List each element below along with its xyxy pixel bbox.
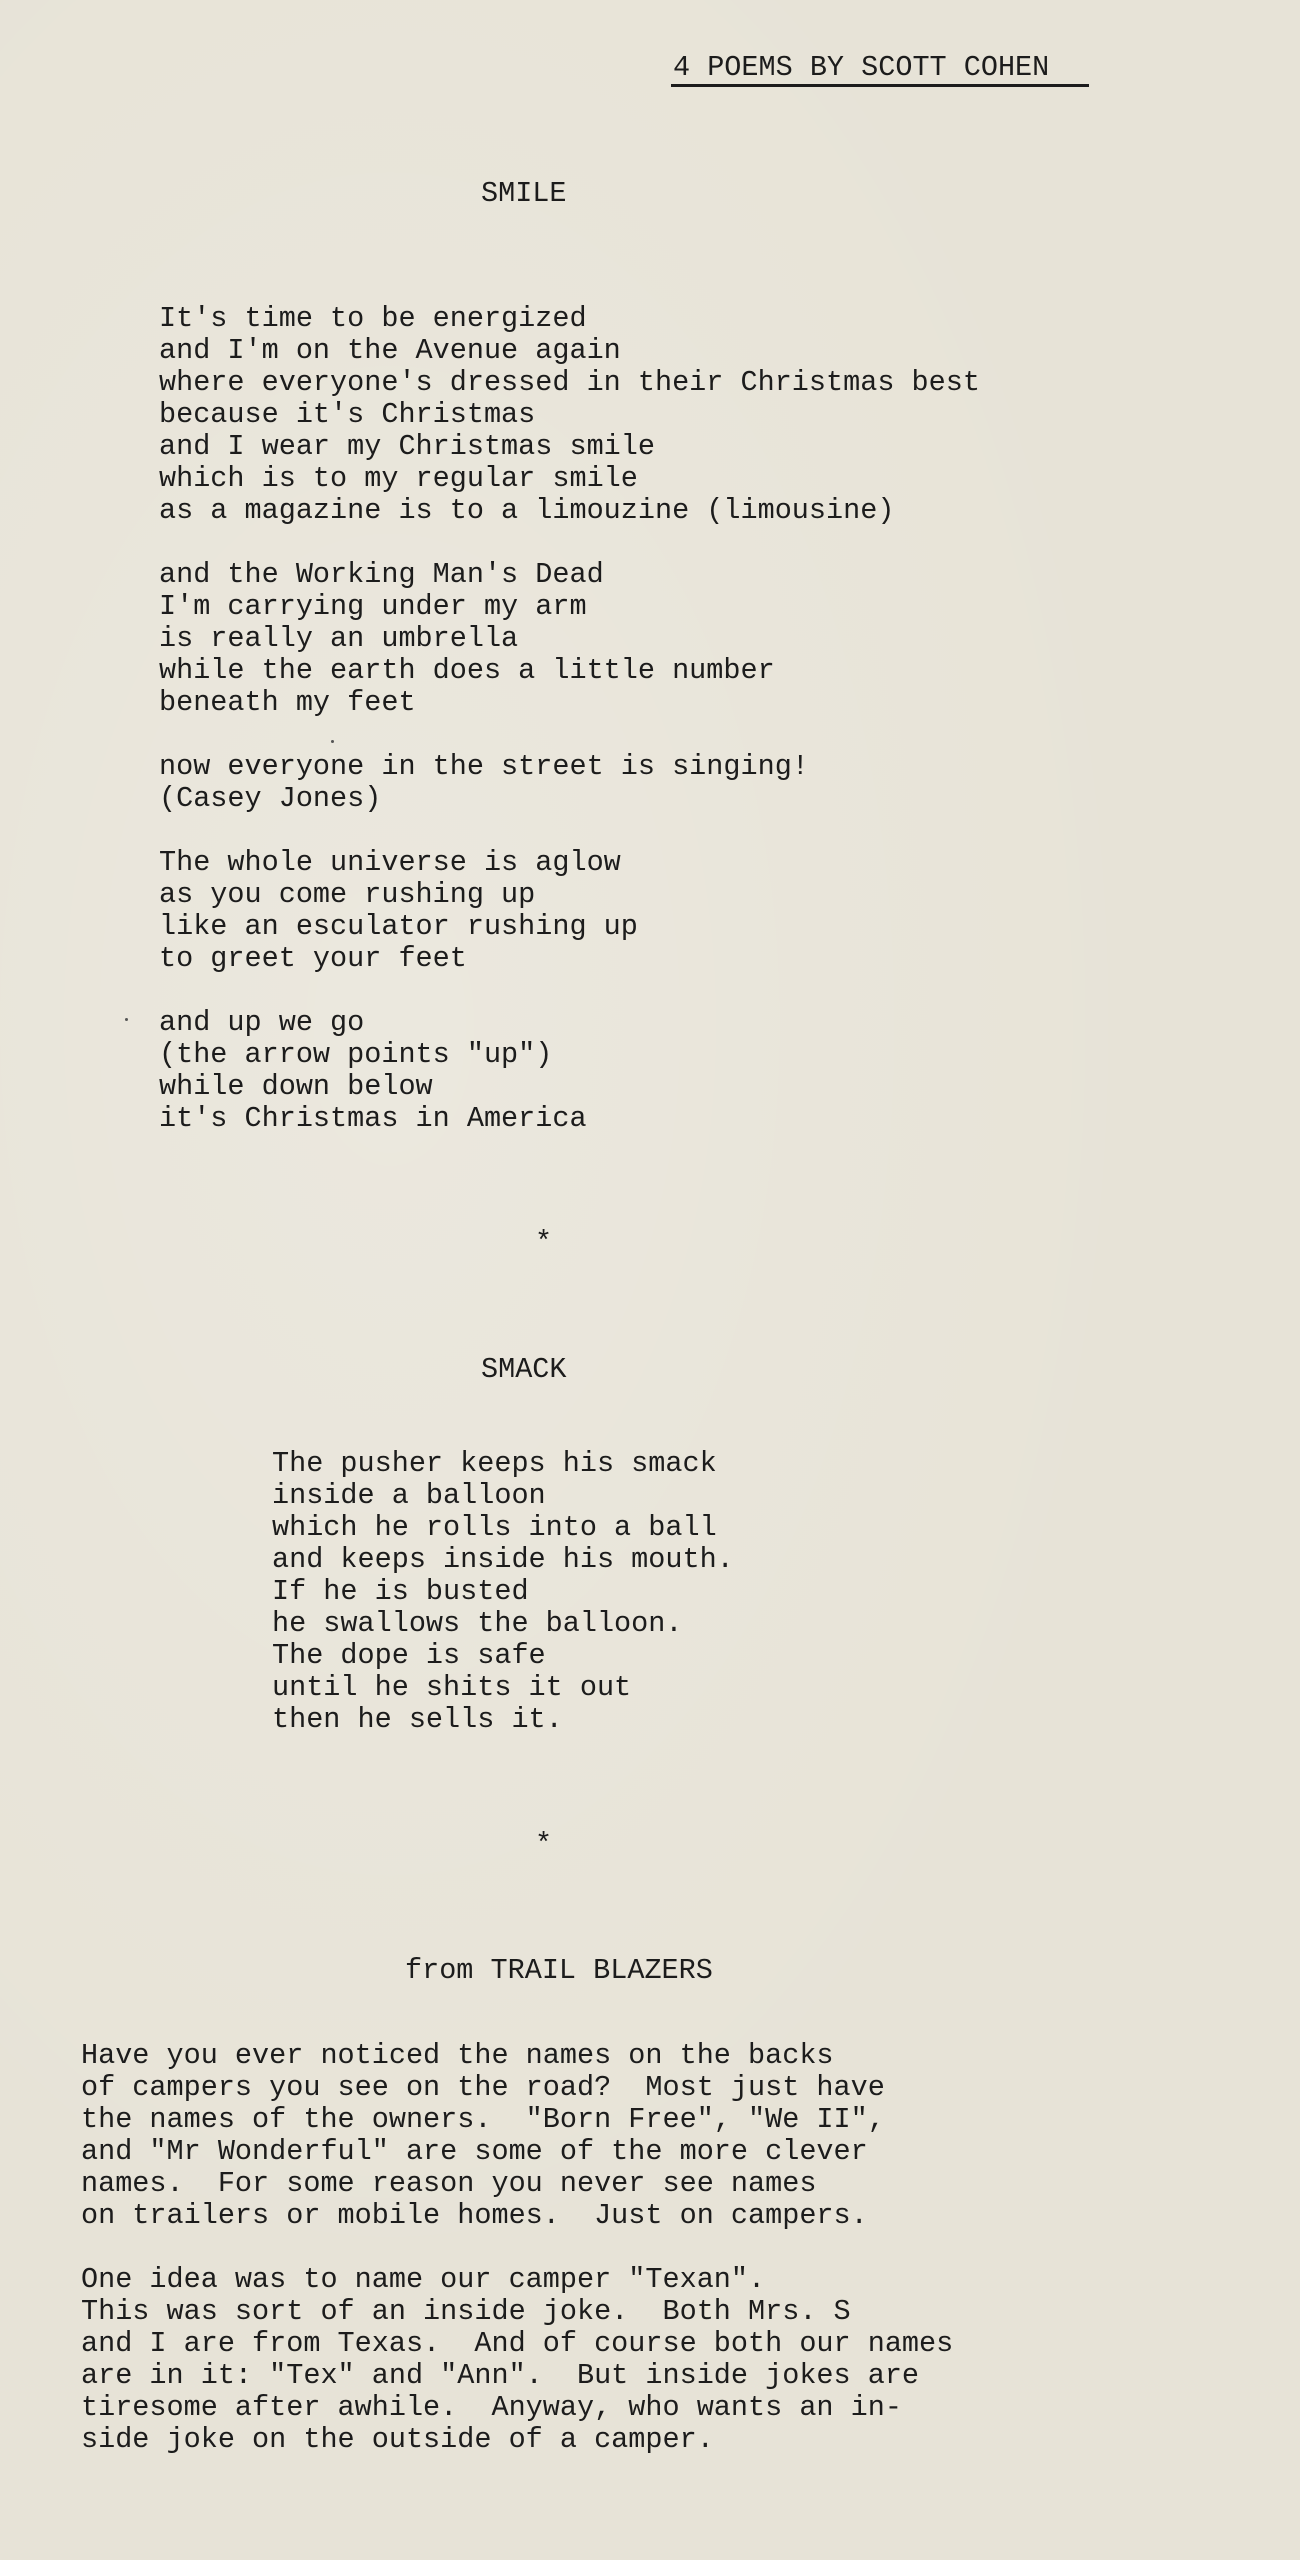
poem-line: The dope is safe	[272, 1639, 546, 1672]
poem-line: I'm carrying under my arm	[159, 590, 587, 623]
stanza	[159, 751, 980, 815]
poem-title-smack: SMACK	[481, 1353, 567, 1386]
paragraph	[81, 2040, 953, 2232]
poem-line: is really an umbrella	[159, 622, 519, 655]
poem-line: which he rolls into a ball	[272, 1511, 717, 1544]
poem-line: (the arrow points "up")	[159, 1038, 553, 1071]
poem-line: it's Christmas in America	[159, 1102, 587, 1135]
collection-title: 4 POEMS BY SCOTT COHEN	[673, 51, 1050, 84]
title-underline	[671, 84, 1089, 87]
poem-line: because it's Christmas	[159, 398, 536, 431]
section-separator: *	[535, 1828, 553, 1861]
stanza	[159, 303, 980, 527]
scan-speck	[331, 740, 334, 743]
prose-line: tiresome after awhile. Anyway, who wants an in-	[81, 2391, 902, 2424]
poem-smack	[272, 1448, 734, 1736]
poem-line: inside a balloon	[272, 1479, 546, 1512]
poem-line: which is to my regular smile	[159, 462, 638, 495]
poem-line: and I wear my Christmas smile	[159, 430, 655, 463]
poem-line: The whole universe is aglow	[159, 846, 621, 879]
stanza	[159, 1007, 980, 1135]
poem-line: and the Working Man's Dead	[159, 558, 604, 591]
stanza	[159, 847, 980, 975]
prose-line: and "Mr Wonderful" are some of the more clever	[81, 2135, 868, 2168]
poem-line: until he shits it out	[272, 1671, 632, 1704]
poem-line: beneath my feet	[159, 686, 416, 719]
poem-line: If he is busted	[272, 1575, 529, 1608]
poem-line: and I'm on the Avenue again	[159, 334, 621, 367]
prose-trail-blazers	[81, 2040, 953, 2488]
prose-line: This was sort of an inside joke. Both Mrs. S	[81, 2295, 851, 2328]
prose-line: Have you ever noticed the names on the backs	[81, 2039, 834, 2072]
poem-smile	[159, 303, 980, 1167]
poem-line: then he sells it.	[272, 1703, 563, 1736]
prose-line: One idea was to name our camper "Texan".	[81, 2263, 766, 2296]
prose-line: on trailers or mobile homes. Just on campers.	[81, 2199, 868, 2232]
paragraph	[81, 2264, 953, 2456]
poem-line: as you come rushing up	[159, 878, 536, 911]
poem-line: to greet your feet	[159, 942, 467, 975]
prose-line: of campers you see on the road? Most just have	[81, 2071, 885, 2104]
prose-line: and I are from Texas. And of course both our names	[81, 2327, 954, 2360]
prose-line: names. For some reason you never see names	[81, 2167, 817, 2200]
prose-line: the names of the owners. "Born Free", "We II",	[81, 2103, 885, 2136]
prose-title-trail-blazers: from TRAIL BLAZERS	[405, 1954, 713, 1987]
poem-line: (Casey Jones)	[159, 782, 382, 815]
section-separator: *	[535, 1226, 553, 1259]
poem-line: while the earth does a little number	[159, 654, 775, 687]
poem-line: where everyone's dressed in their Christmas best	[159, 366, 980, 399]
poem-line: and up we go	[159, 1006, 365, 1039]
prose-line: are in it: "Tex" and "Ann". But inside jokes are	[81, 2359, 920, 2392]
poem-line: while down below	[159, 1070, 433, 1103]
poem-line: like an esculator rushing up	[159, 910, 638, 943]
poem-line: It's time to be energized	[159, 302, 587, 335]
poem-line: The pusher keeps his smack	[272, 1447, 717, 1480]
scan-speck	[125, 1018, 128, 1021]
poem-line: now everyone in the street is singing!	[159, 750, 809, 783]
stanza	[159, 559, 980, 719]
poem-line: as a magazine is to a limouzine (limousine)	[159, 494, 895, 527]
poem-line: and keeps inside his mouth.	[272, 1543, 734, 1576]
prose-line: side joke on the outside of a camper.	[81, 2423, 714, 2456]
poem-line: he swallows the balloon.	[272, 1607, 683, 1640]
poem-title-smile: SMILE	[481, 177, 567, 210]
